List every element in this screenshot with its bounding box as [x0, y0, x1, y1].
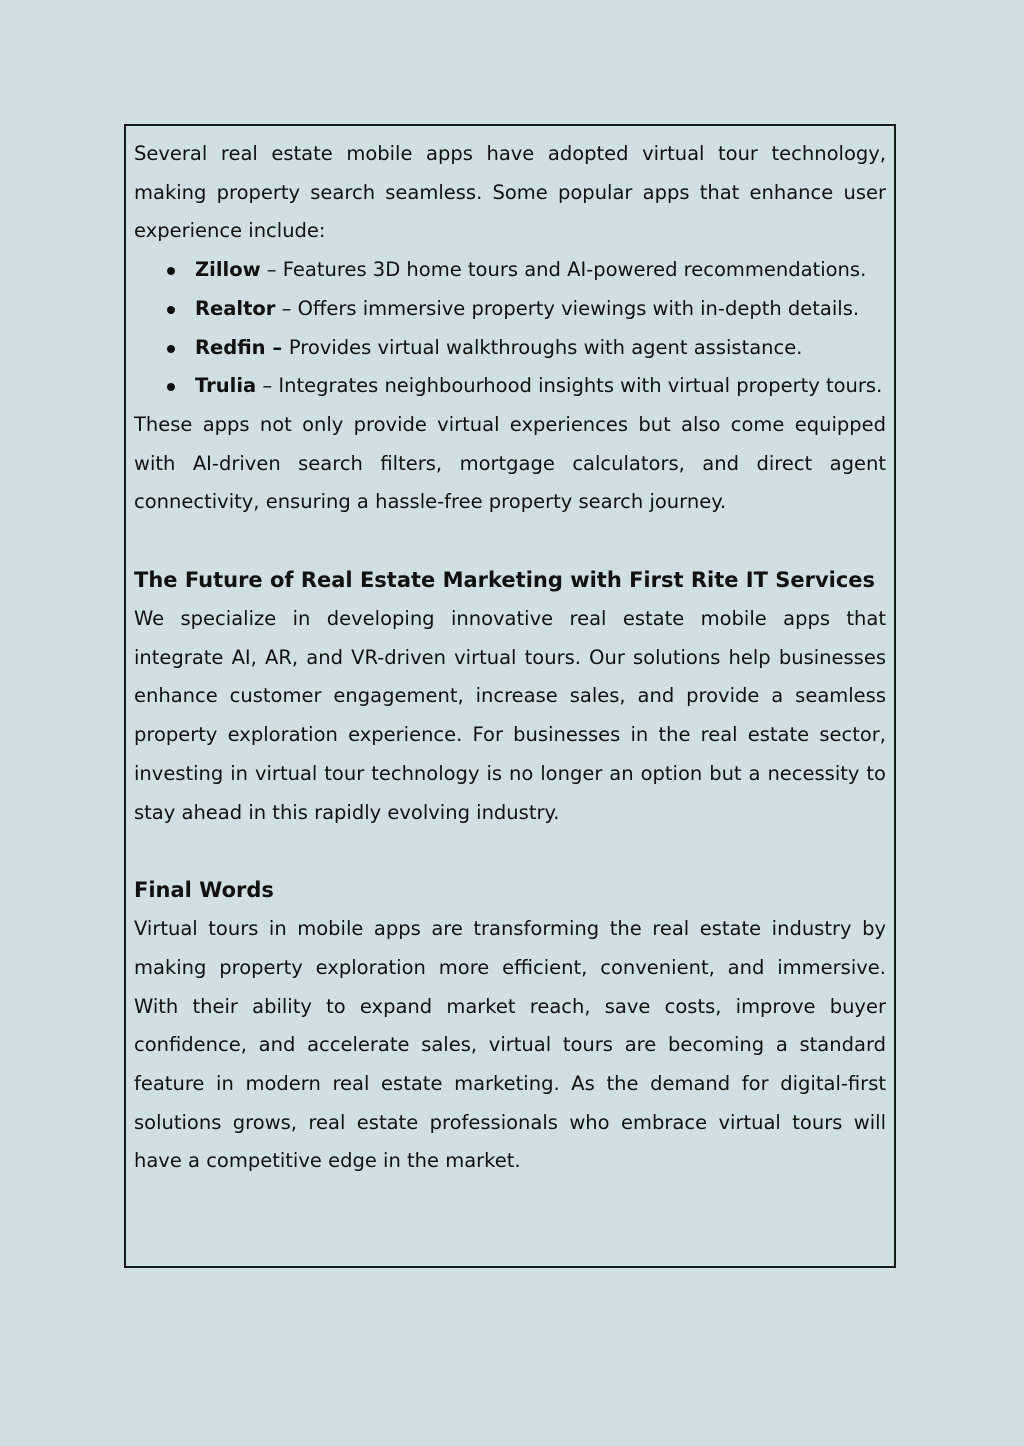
- apps-summary-paragraph: These apps not only provide virtual experiences but also come equipped with AI-driven search filters, mortgage calculators, and direct agent connectivity, ensuring a hassle-free property search journey.: [134, 412, 886, 514]
- separator: –: [275, 296, 298, 320]
- content-frame: [124, 124, 896, 1268]
- app-name: Realtor: [195, 296, 276, 320]
- apps-list: [134, 251, 886, 406]
- app-name: Trulia: [195, 374, 257, 398]
- list-item: [134, 251, 886, 290]
- app-description: Provides virtual walkthroughs with agent assistance.: [288, 335, 803, 359]
- separator: –: [256, 374, 279, 398]
- app-name: Redfin –: [195, 335, 289, 359]
- app-description: Offers immersive property viewings with in-depth details.: [297, 296, 860, 320]
- bullet-icon: [167, 267, 175, 275]
- future-paragraph: We specialize in developing innovative real estate mobile apps that integrate AI, AR, and VR-driven virtual tours. Our solutions help businesses enhance customer engagement, increase sales, and provide a seamless property exploration experience. For businesses in the real estate sector, investing in virtual tour technology is no longer an option but a necessity to stay ahead in this rapidly evolving industry.: [134, 607, 886, 824]
- bullet-icon: [167, 306, 175, 314]
- app-description: Integrates neighbourhood insights with virtual property tours.: [278, 374, 883, 398]
- bullet-icon: [167, 383, 175, 391]
- final-words-heading: Final Words: [134, 878, 274, 903]
- intro-paragraph: Several real estate mobile apps have adopted virtual tour technology, making property search seamless. Some popular apps that enhance user experience include:: [134, 142, 886, 243]
- list-item: [134, 290, 886, 329]
- bullet-icon: [167, 345, 175, 353]
- future-heading: The Future of Real Estate Marketing with First Rite IT Services: [134, 568, 876, 593]
- separator: –: [260, 258, 283, 282]
- app-description: Features 3D home tours and AI-powered recommendations.: [282, 258, 867, 282]
- list-item: [134, 367, 886, 406]
- list-item: [134, 329, 886, 368]
- final-words-paragraph: Virtual tours in mobile apps are transforming the real estate industry by making property exploration more efficient, convenient, and immersive. With their ability to expand market reach, save costs, improve buyer confidence, and accelerate sales, virtual tours are becoming a standard feature in modern real estate marketing. As the demand for digital-first solutions grows, real estate professionals who embrace virtual tours will have a competitive edge in the market.: [134, 917, 886, 1173]
- app-name: Zillow: [195, 258, 261, 282]
